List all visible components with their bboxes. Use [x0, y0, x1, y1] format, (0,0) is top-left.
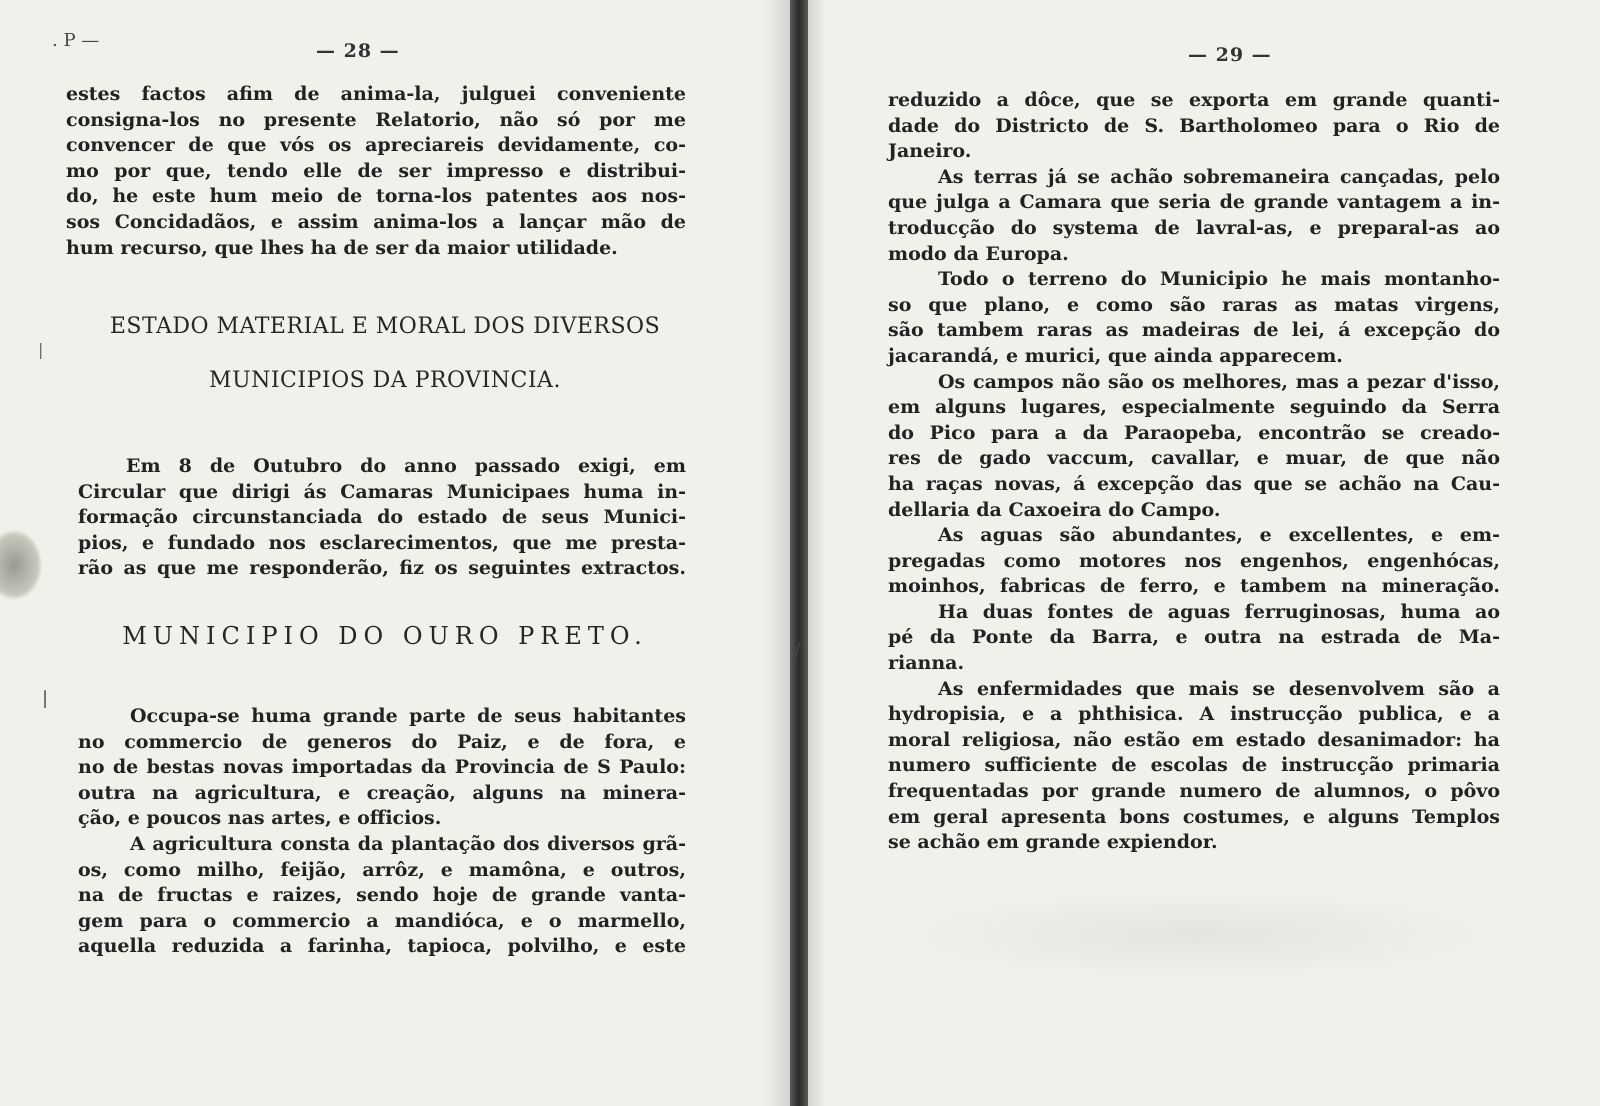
- gutter-shadow: [764, 0, 790, 1106]
- text-line: pios, e fundado nos esclarecimentos, que me presta-: [78, 531, 686, 554]
- text-line: hum recurso, que lhes ha de ser da maior utilidade.: [66, 236, 618, 259]
- text-line: pé da Ponte da Barra, e outra na estrada de Ma-: [888, 626, 1500, 649]
- paper-stain: [0, 530, 42, 600]
- text-line: Circular que dirigi ás Camaras Municipaes huma in-: [78, 480, 686, 503]
- text-line: rianna.: [888, 652, 965, 675]
- left-page: [0, 0, 790, 1106]
- page-number: — 28 —: [316, 40, 400, 62]
- text-line: estes factos afim de anima-la, julguei conveniente: [66, 83, 686, 105]
- text-line: Occupa-se huma grande parte de seus habitantes: [130, 705, 686, 727]
- corner-mark: . P —: [52, 30, 100, 51]
- text-line: reduzido a dôce, que se exporta em grande quanti-: [888, 89, 1500, 111]
- text-line: As aguas são abundantes, e excellentes, e em-: [938, 524, 1500, 547]
- text-line: do Pico para a da Paraopeba, encontrão se creado-: [888, 421, 1500, 444]
- text-line: modo da Europa.: [888, 242, 1069, 265]
- text-line: sos Concidadãos, e assim anima-los a lançar mão de: [66, 210, 686, 233]
- section-heading: ESTADO MATERIAL E MORAL DOS DIVERSOS: [109, 314, 661, 339]
- text-line: rão as que me responderão, fiz os seguintes extractos.: [78, 557, 686, 580]
- text-line: são tambem raras as madeiras de lei, á excepção do: [888, 319, 1500, 342]
- text-line: As terras já se achão sobremaneira cançadas, pelo: [938, 165, 1500, 188]
- text-line: do, he este hum meio de torna-los patentes aos nos-: [66, 185, 686, 208]
- text-line: em alguns lugares, especialmente seguindo da Serra: [888, 396, 1500, 419]
- text-line: se achão em grande expiendor.: [888, 831, 1218, 854]
- text-line: frequentadas por grande numero de alumnos, o pôvo: [888, 780, 1500, 803]
- section-heading: MUNICIPIOS DA PROVINCIA.: [209, 368, 561, 393]
- text-line: jacarandá, e murici, que ainda apparecem.: [888, 344, 1343, 367]
- text-line: Os campos não são os melhores, mas a pezar d'isso,: [938, 370, 1500, 393]
- paragraph-agriculture: [78, 832, 686, 960]
- text-line: A agricultura consta da plantação dos diversos grã-: [130, 833, 686, 855]
- text-line: hydropisia, e a phthisica. A instrucção publica, e a: [888, 703, 1500, 726]
- text-line: que julga a Camara que seria de grande vantagem a in-: [888, 191, 1500, 214]
- text-line: so que plano, e como são raras as matas virgens,: [888, 293, 1500, 316]
- book-spine: [790, 0, 808, 1106]
- bleed-through: [888, 890, 1508, 980]
- text-line: mo por que, tendo elle de ser impresso e distribui-: [66, 159, 686, 182]
- text-line: res de gado vaccum, cavallar, e muar, de que não: [888, 447, 1500, 470]
- text-line: troducção do systema de lavral-as, e preparal-as ao: [888, 216, 1500, 239]
- text-line: dade do Districto de S. Bartholomeo para o Rio de: [888, 114, 1500, 137]
- text-line: numero sufficiente de escolas de instrucção primaria: [888, 754, 1500, 777]
- text-line: gem para o commercio a mandióca, e o marmello,: [78, 909, 686, 932]
- text-line: em geral apresenta bons costumes, e alguns Templos: [888, 805, 1500, 828]
- paragraph-circular: [78, 454, 686, 582]
- municipality-heading: MUNICIPIO DO OURO PRETO.: [122, 622, 648, 650]
- text-line: os, como milho, feijão, arrôz, e mamôna, e outros,: [78, 858, 686, 881]
- page-number: — 29 —: [1188, 44, 1272, 66]
- text-line: outra na agricultura, e creação, alguns na minera-: [78, 781, 686, 804]
- text-line: na de fructas e raizes, sendo hoje de grande vanta-: [78, 884, 686, 907]
- text-line: As enfermidades que mais se desenvolvem são a: [938, 677, 1500, 700]
- text-line: dellaria da Caxoeira do Campo.: [888, 498, 1221, 521]
- text-line: aquella reduzida a farinha, tapioca, polvilho, e este: [78, 935, 686, 958]
- text-line: ção, e poucos nas artes, e officios.: [78, 807, 442, 830]
- paragraph-intro: [66, 82, 686, 261]
- text-line: Janeiro.: [888, 140, 972, 163]
- text-line: Em 8 de Outubro do anno passado exigi, em: [126, 455, 686, 477]
- margin-mark: /: [794, 638, 801, 662]
- right-page: [794, 0, 1600, 1106]
- text-line: Ha duas fontes de aguas ferruginosas, huma ao: [938, 600, 1500, 623]
- text-line: consigna-los no presente Relatorio, não só por me: [66, 108, 686, 131]
- text-line: moinhos, fabricas de ferro, e tambem na mineração.: [888, 575, 1500, 598]
- margin-mark: |: [38, 340, 44, 359]
- text-line: formação circunstanciada do estado de seus Munici-: [78, 506, 686, 529]
- gutter-shadow: [808, 0, 826, 1106]
- text-line: no commercio de generos do Paiz, e de fora, e: [78, 730, 686, 753]
- text-line: moral religiosa, não estão em estado desanimador: ha: [888, 728, 1500, 751]
- text-line: pregadas como motores nos engenhos, engenhócas,: [888, 549, 1500, 572]
- paragraph-occupation: [78, 704, 686, 832]
- text-line: ha raças novas, á excepção das que se achão na Cau-: [888, 472, 1500, 495]
- paragraph-sweets: [888, 88, 1500, 856]
- text-line: no de bestas novas importadas da Provincia de S Paulo:: [78, 756, 686, 779]
- margin-mark: |: [42, 688, 49, 709]
- text-line: Todo o terreno do Municipio he mais montanho-: [938, 268, 1500, 291]
- text-line: convencer de que vós os apreciareis devidamente, co-: [66, 134, 686, 157]
